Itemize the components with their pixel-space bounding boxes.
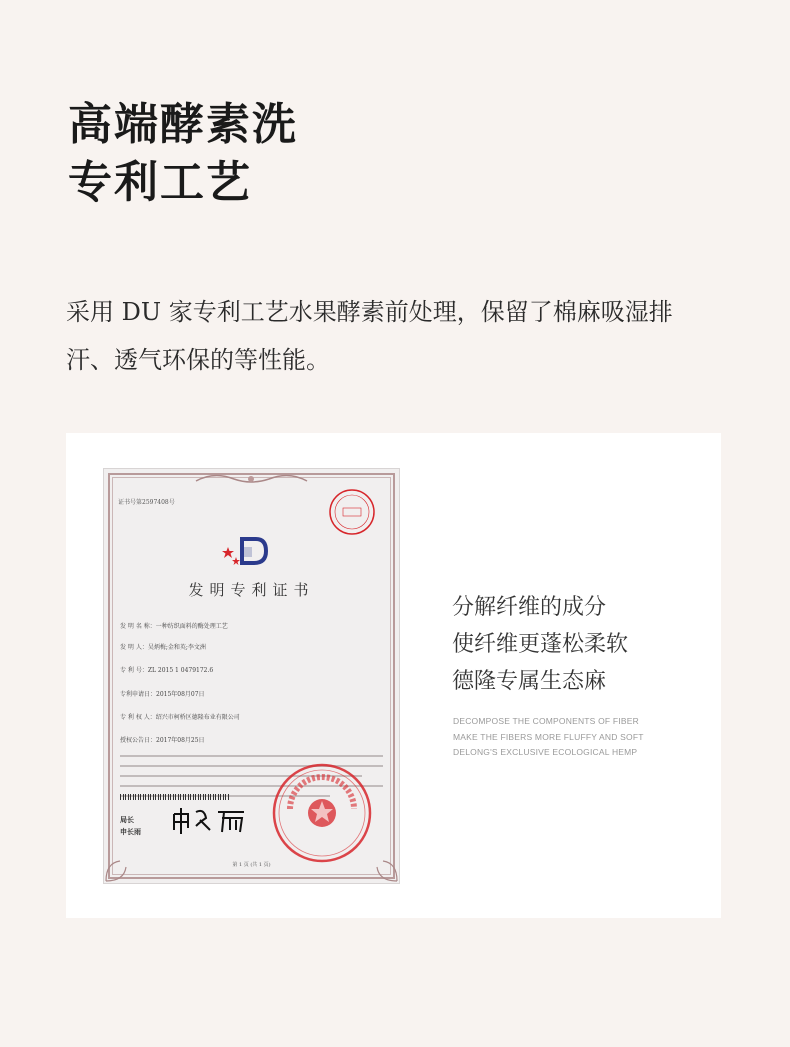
page-number: 第 1 页 (共 1 页) [232,862,271,868]
english-line-2: MAKE THE FIBERS MORE FLUFFY AND SOFT [453,731,644,742]
feature-text [452,589,628,700]
invention-name: 发 明 名 称：一种纺织面料的酶处理工艺 [120,623,228,630]
feature-line-3: 德隆专属生态麻 [452,669,607,694]
feature-line-2: 使纤维更蓬松柔软 [452,632,629,657]
grant-date: 授权公告日：2017年08月25日 [120,737,205,744]
filing-date: 专利申请日：2015年08月07日 [120,691,205,698]
headline-line-2: 专利工艺 [68,157,252,208]
headline [68,96,298,212]
patent-card [66,433,721,918]
corner-ornament-icon [369,853,399,883]
intro-line-2: 汗、透气环保的等性能。 [66,346,330,374]
english-line-3: DELONG'S EXCLUSIVE ECOLOGICAL HEMP [453,747,638,757]
director-name-label: 申长雨 [120,828,141,836]
patent-office-logo-icon [222,535,268,567]
intro-line-1: 采用 DU 家专利工艺水果酵素前处理，保留了棉麻吸湿排 [66,298,673,326]
top-ornament-icon [194,471,309,485]
barcode [120,794,230,800]
feature-line-1: 分解纤维的成分 [452,595,607,620]
round-seal-icon [327,487,377,537]
intro-paragraph [66,288,756,384]
patentee: 专 利 权 人：绍兴市柯桥区德隆布业有限公司 [120,714,240,721]
official-red-seal-icon [270,761,374,865]
english-line-1: DECOMPOSE THE COMPONENTS OF FIBER [453,716,639,726]
headline-line-1: 高端酵素洗 [68,99,298,150]
patent-number: 专 利 号：ZL 2015 1 0479172.6 [120,667,214,674]
director-label: 局长 [120,816,134,824]
english-text [453,714,644,761]
patent-certificate-image [104,469,399,883]
certificate-title: 发明专利证书 [188,581,315,599]
corner-ornament-icon [104,853,134,883]
certificate-number: 证书号第2597408号 [118,499,175,506]
handwritten-signature [170,804,250,836]
inventor: 发 明 人：吴炳梅;金和英;李文洲 [120,644,206,651]
